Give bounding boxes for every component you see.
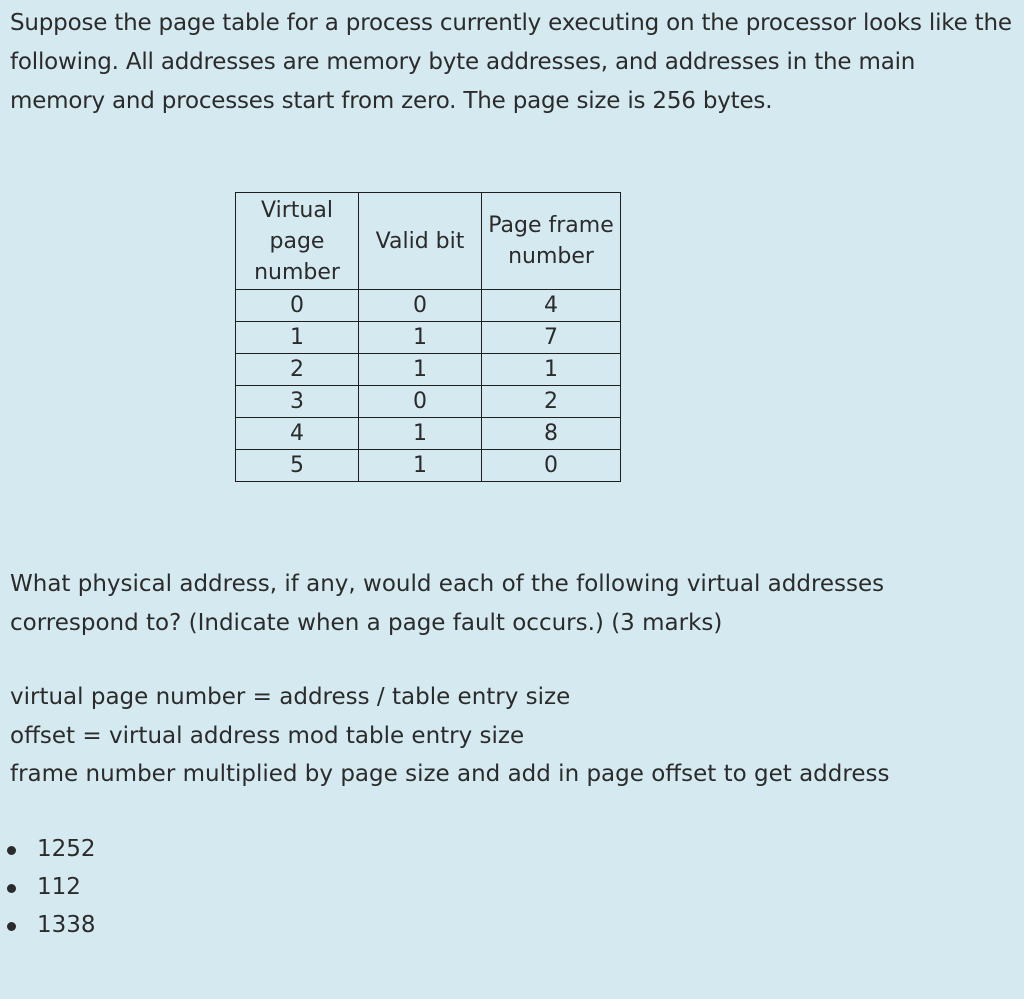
cell-frame-number: 1 (482, 354, 621, 386)
table-row (236, 386, 621, 418)
header-valid-bit: Valid bit (359, 193, 482, 290)
table-row (236, 450, 621, 482)
cell-virtual-page: 2 (236, 354, 359, 386)
table-row (236, 354, 621, 386)
cell-virtual-page: 4 (236, 418, 359, 450)
cell-frame-number: 8 (482, 418, 621, 450)
cell-valid-bit: 1 (359, 354, 482, 386)
bullet-icon (7, 846, 16, 855)
page-table-container (235, 192, 621, 482)
intro-paragraph: Suppose the page table for a process currently executing on the processor looks like the following. All addresses are memory byte addresses, and addresses in the main memory and processes start from zero. The page size is 256 bytes. (10, 10, 1012, 114)
cell-virtual-page: 0 (236, 290, 359, 322)
page-table (235, 192, 621, 482)
table-row (236, 418, 621, 450)
cell-valid-bit: 1 (359, 322, 482, 354)
cell-frame-number: 4 (482, 290, 621, 322)
address-value: 1338 (37, 912, 96, 938)
note-line: offset = virtual address mod table entry size (10, 722, 525, 749)
bullet-icon (7, 922, 16, 931)
cell-virtual-page: 1 (236, 322, 359, 354)
header-page-frame-number: Page frame number (482, 193, 621, 290)
address-value: 112 (37, 874, 81, 900)
bullet-icon (7, 884, 16, 893)
cell-frame-number: 0 (482, 450, 621, 482)
notes-block (10, 678, 1010, 794)
note-line: frame number multiplied by page size and add in page offset to get address (10, 761, 890, 787)
list-item (0, 906, 96, 944)
cell-valid-bit: 1 (359, 418, 482, 450)
cell-valid-bit: 1 (359, 450, 482, 482)
note-line: virtual page number = address / table entry size (10, 684, 571, 710)
cell-frame-number: 7 (482, 322, 621, 354)
cell-virtual-page: 5 (236, 450, 359, 482)
cell-frame-number: 2 (482, 386, 621, 418)
cell-valid-bit: 0 (359, 290, 482, 322)
cell-virtual-page: 3 (236, 386, 359, 418)
page-table-header-row (236, 193, 621, 290)
table-row (236, 322, 621, 354)
header-virtual-page-number: Virtual page number (236, 193, 359, 290)
cell-valid-bit: 0 (359, 386, 482, 418)
table-row (236, 290, 621, 322)
address-value: 1252 (37, 836, 96, 862)
list-item (0, 830, 96, 868)
list-item (0, 868, 96, 906)
address-list (0, 830, 96, 944)
question-paragraph: What physical address, if any, would each of the following virtual addresses correspond to? (Indicate when a page fault occurs.) (3 marks) (10, 571, 885, 636)
